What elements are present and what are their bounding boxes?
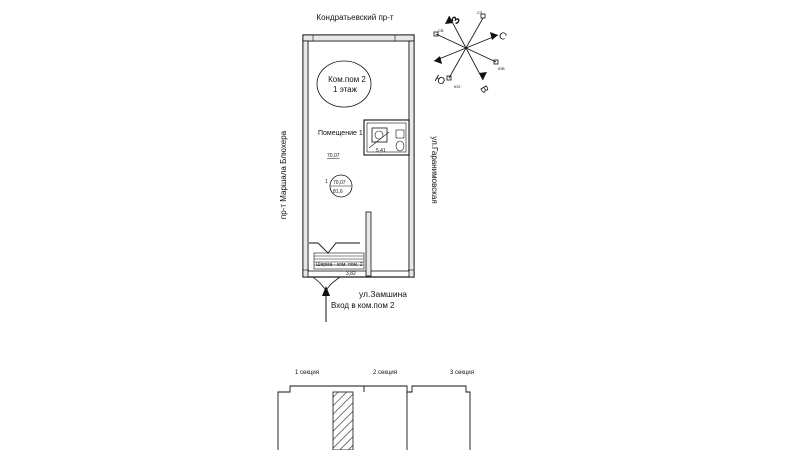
building-walls — [303, 35, 414, 277]
compass-se: ЮВ — [498, 66, 505, 71]
section-plan — [278, 386, 470, 450]
street-north-label: Кондратьевский пр-т — [316, 13, 394, 22]
entrance-arrow — [322, 286, 330, 322]
bathroom-area: 5,41 — [376, 148, 386, 154]
section-3-label: 3 секция — [449, 370, 475, 376]
door-dimension: 3,82 — [346, 271, 356, 277]
room-title-circle — [317, 61, 371, 107]
section-2-label: 2 секция — [372, 370, 398, 376]
room-title-line1: Ком.пом 2 — [328, 75, 366, 84]
compass-nw: СВ — [438, 28, 444, 33]
entrance-label: Вход в ком.пом 2 — [331, 301, 395, 310]
room-area: 70,07 — [327, 153, 340, 159]
compass-ne: СЗ — [477, 10, 483, 15]
room-title-line2: 1 этаж — [333, 85, 357, 94]
compass-east: В — [477, 84, 491, 96]
section-1-label: 1 секция — [294, 370, 320, 376]
room-circle-bottom: 81,6 — [333, 189, 343, 195]
street-west-label: пр-т Маршала Блюхера — [279, 130, 288, 220]
street-east-label: ул.Гаранимовская — [430, 136, 439, 204]
selected-section-hatch — [333, 392, 353, 450]
compass-sw: ЮЗ — [454, 84, 461, 89]
room-circle-top: 70,07 — [333, 180, 346, 186]
compass-south: Ю — [432, 73, 447, 88]
compass-rose — [434, 14, 498, 80]
compass-west: З — [449, 14, 464, 27]
room-name: Помещение 1 — [318, 130, 363, 137]
bathroom — [364, 120, 409, 155]
room-index: 1 — [325, 179, 328, 185]
stair-label: Ширма - ком. пом. 2 — [316, 262, 363, 268]
compass-north: С — [496, 30, 509, 44]
street-south-label: ул.Замшина — [358, 289, 408, 299]
